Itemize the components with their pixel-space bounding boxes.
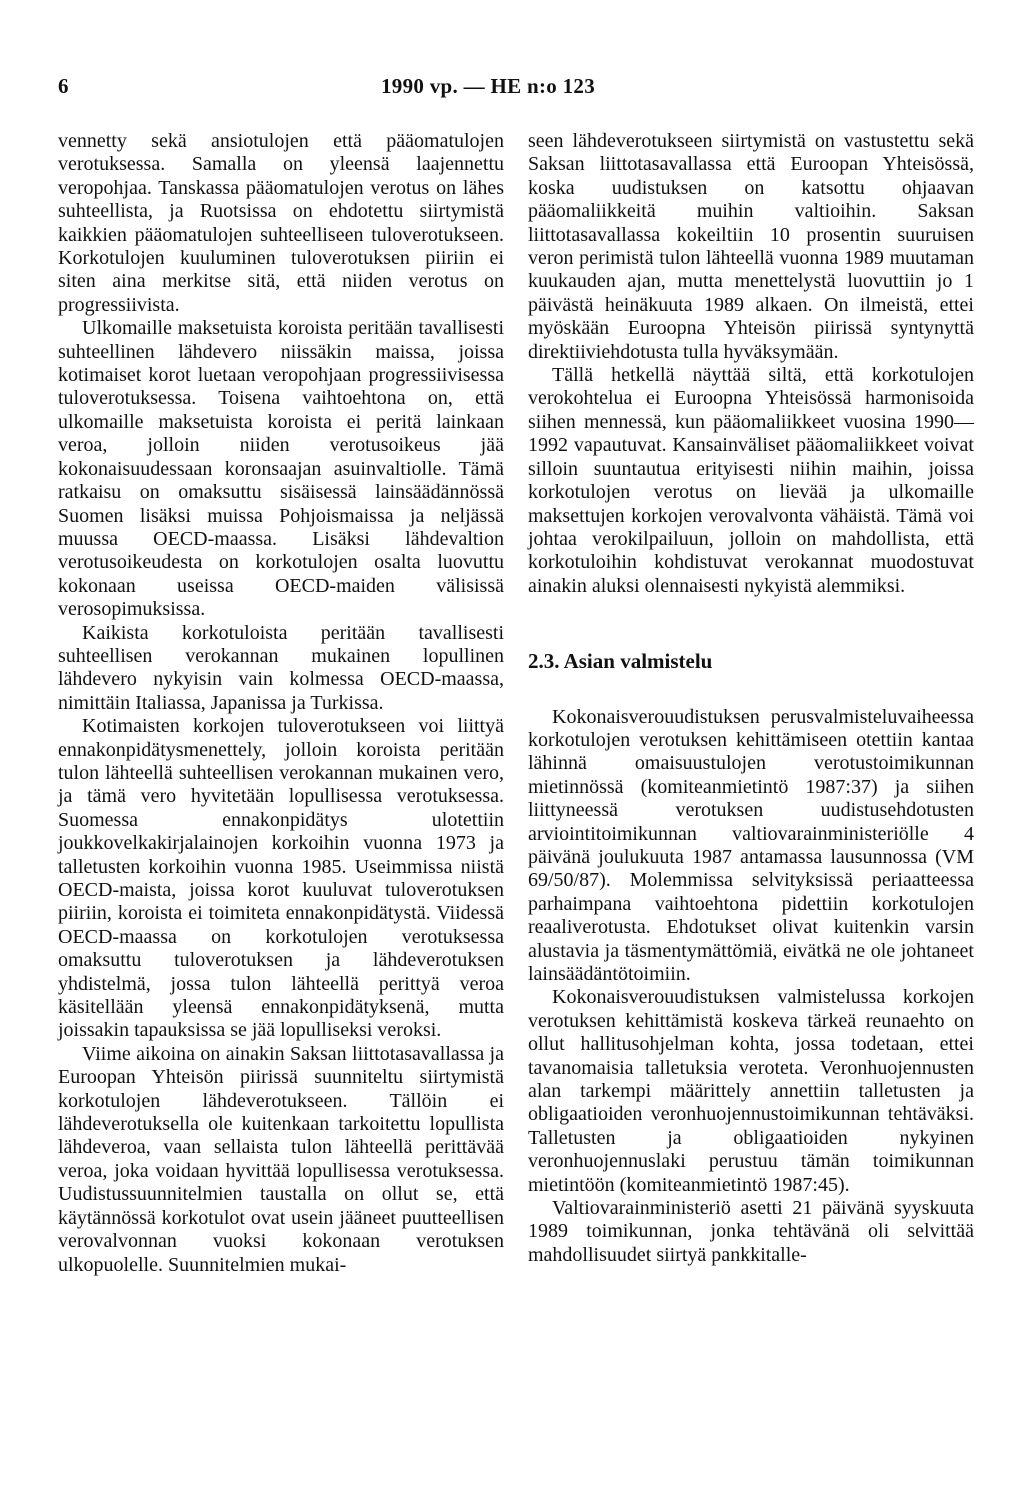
paragraph: Kotimaisten korkojen tuloverotukseen voi liittyä ennakonpidätysmenettely, jolloin koroista peritään tulon lähteellä suhteellisen verokannan mukainen vero, ja tämä vero hyvitetään lopullisessa verotuksessa. Suomessa ennakonpidätys ulotettiin joukkovelkakirjalainojen korkoihin vuonna 1973 ja talletusten korkoihin vuonna 1985. Useimmissa niistä OECD-maista, joissa korot kuuluvat tuloverotuksen piiriin, koroista ei toimiteta ennakonpidätystä. Viidessä OECD-maassa on korkotulojen verotuksessa omaksuttu tuloverotuksen ja lähdeverotuksen yhdistelmä, jossa tulon lähteellä perittyä veroa käsitellään yleensä ennakonpidätyksenä, mutta joissakin tapauksissa se jää lopulliseksi veroksi.	[58, 715, 504, 1042]
paragraph: Tällä hetkellä näyttää siltä, että korkotulojen verokohtelua ei Euroopna Yhteisössä harmonisoida siihen mennessä, kun pääomaliikkeet vuosina 1990—1992 vapautuvat. Kansainväliset pääomaliikkeet voivat silloin suuntautua erityisesti niihin maihin, joissa korkotulojen verotus on lievää ja ulkomaille maksettujen korkojen verovalvonta vähäistä. Tämä voi johtaa verokilpailuun, jolloin on mahdollista, että korkotuloihin kohdistuvat verokannat muodostuvat ainakin aluksi olennaisesti nykyistä alemmiksi.	[528, 364, 974, 597]
paragraph: vennetty sekä ansiotulojen että pääomatulojen verotuksessa. Samalla on yleensä laajennettu veropohjaa. Tanskassa pääomatulojen verotus on lähes suhteellista, ja Ruotsissa on ehdotettu siirtymistä kaikkien pääomatulojen suhteelliseen tuloverotukseen. Korkotulojen kuuluminen tuloverotuksen piiriin ei siten aina merkitse sitä, että niiden verotus on progressiivista.	[58, 130, 504, 316]
page-number: 6	[58, 74, 69, 98]
paragraph: Valtiovarainministeriö asetti 21 päivänä syyskuuta 1989 toimikunnan, jonka tehtävänä oli selvittää mahdollisuudet siirtyä pankkitalle-	[528, 1197, 974, 1266]
running-head: 1990 vp. — HE n:o 123	[381, 74, 595, 98]
right-column	[528, 130, 974, 1267]
paragraph: Ulkomaille maksetuista koroista peritään tavallisesti suhteellinen lähdevero niissäkin maissa, joissa kotimaiset korot luetaan veropohjaan progressiivisessa tuloverotuksessa. Toisena vaihtoehtona on, että ulkomaille maksetuista koroista ei peritä lainkaan veroa, jolloin niiden verotusoikeus jää kokonaisuudessaan koronsaajan asuinvaltiolle. Tämä ratkaisu on omaksuttu sisäisessä lainsäädännössä Suomen lisäksi muissa Pohjoismaissa ja neljässä muussa OECD-maassa. Lisäksi lähdevaltion verotusoikeudesta on korkotulojen osalta luovuttu kokonaan useissa OECD-maiden välisissä verosopimuksissa.	[58, 317, 504, 621]
paragraph: seen lähdeverotukseen siirtymistä on vastustettu sekä Saksan liittotasavallassa että Euroopan Yhteisössä, koska uudistuksen on katsottu ohjaavan pääomaliikkeitä muihin valtioihin. Saksan liittotasavallassa kokeiltiin 10 prosentin suuruisen veron perimistä tulon lähteellä vuonna 1989 muutaman kuukauden ajan, mutta menettelystä luovuttiin jo 1 päivästä heinäkuuta 1989 alkaen. On ilmeistä, ettei myöskään Euroopna Yhteisön piirissä syntynyttä direktiiviehdotusta tulla hyväksymään.	[528, 130, 974, 363]
page-header	[58, 74, 976, 104]
paragraph: Kokonaisverouudistuksen valmistelussa korkojen verotuksen kehittämistä koskeva tärkeä reunaehto on ollut hallitusohjelman kohta, jossa todetaan, ettei tavanomaisia talletuksia veroteta. Veronhuojennusten alan tarkempi määrittely annettiin talletusten ja obligaatioiden veronhuojennustoimikunnan tehtäväksi. Talletusten ja obligaatioiden nykyinen veronhuojennuslaki perustuu tämän toimikunnan mietintöön (komiteanmietintö 1987:45).	[528, 986, 974, 1196]
paragraph: Kokonaisverouudistuksen perusvalmisteluvaiheessa korkotulojen verotuksen kehittämiseen otettiin kantaa lähinnä omaisuustulojen verotustoimikunnan mietinnössä (komiteanmietintö 1987:37) ja siihen liittyneessä verotuksen uudistusehdotusten arviointitoimikunnan valtiovarainministeriölle 4 päivänä joulukuuta 1987 antamassa lausunnossa (VM 69/50/87). Molemmissa selvityksissä periaatteessa parhaimpana vaihtoehtona pidettiin korkotulojen reaaliverotusta. Ehdotukset olivat kuitenkin varsin alustavia ja täsmentymättömiä, eivätkä ne ole johtaneet lainsäädäntötoimiin.	[528, 705, 974, 985]
paragraph: Viime aikoina on ainakin Saksan liittotasavallassa ja Euroopan Yhteisön piirissä suunniteltu siirtymistä korkotulojen lähdeverotukseen. Tällöin ei lähdeverotuksella ole kuitenkaan tarkoitettu lopullista lähdeveroa, vaan sellaista tulon lähteellä perittävää veroa, joka voidaan hyvittää lopullisessa verotuksessa. Uudistussuunnitelmien taustalla on ollut se, että käytännössä korkotulot ovat usein jääneet puutteellisen verovalvonnan vuoksi kokonaan verotuksen ulkopuolelle. Suunnitelmien mukai-	[58, 1042, 504, 1276]
left-column	[58, 130, 504, 1277]
paragraph: Kaikista korkotuloista peritään tavallisesti suhteellisen verokannan mukainen lopullinen lähdevero nykyisin vain kolmessa OECD-maassa, nimittäin Italiassa, Japanissa ja Turkissa.	[58, 621, 504, 714]
section-heading: 2.3. Asian valmistelu	[528, 649, 713, 674]
